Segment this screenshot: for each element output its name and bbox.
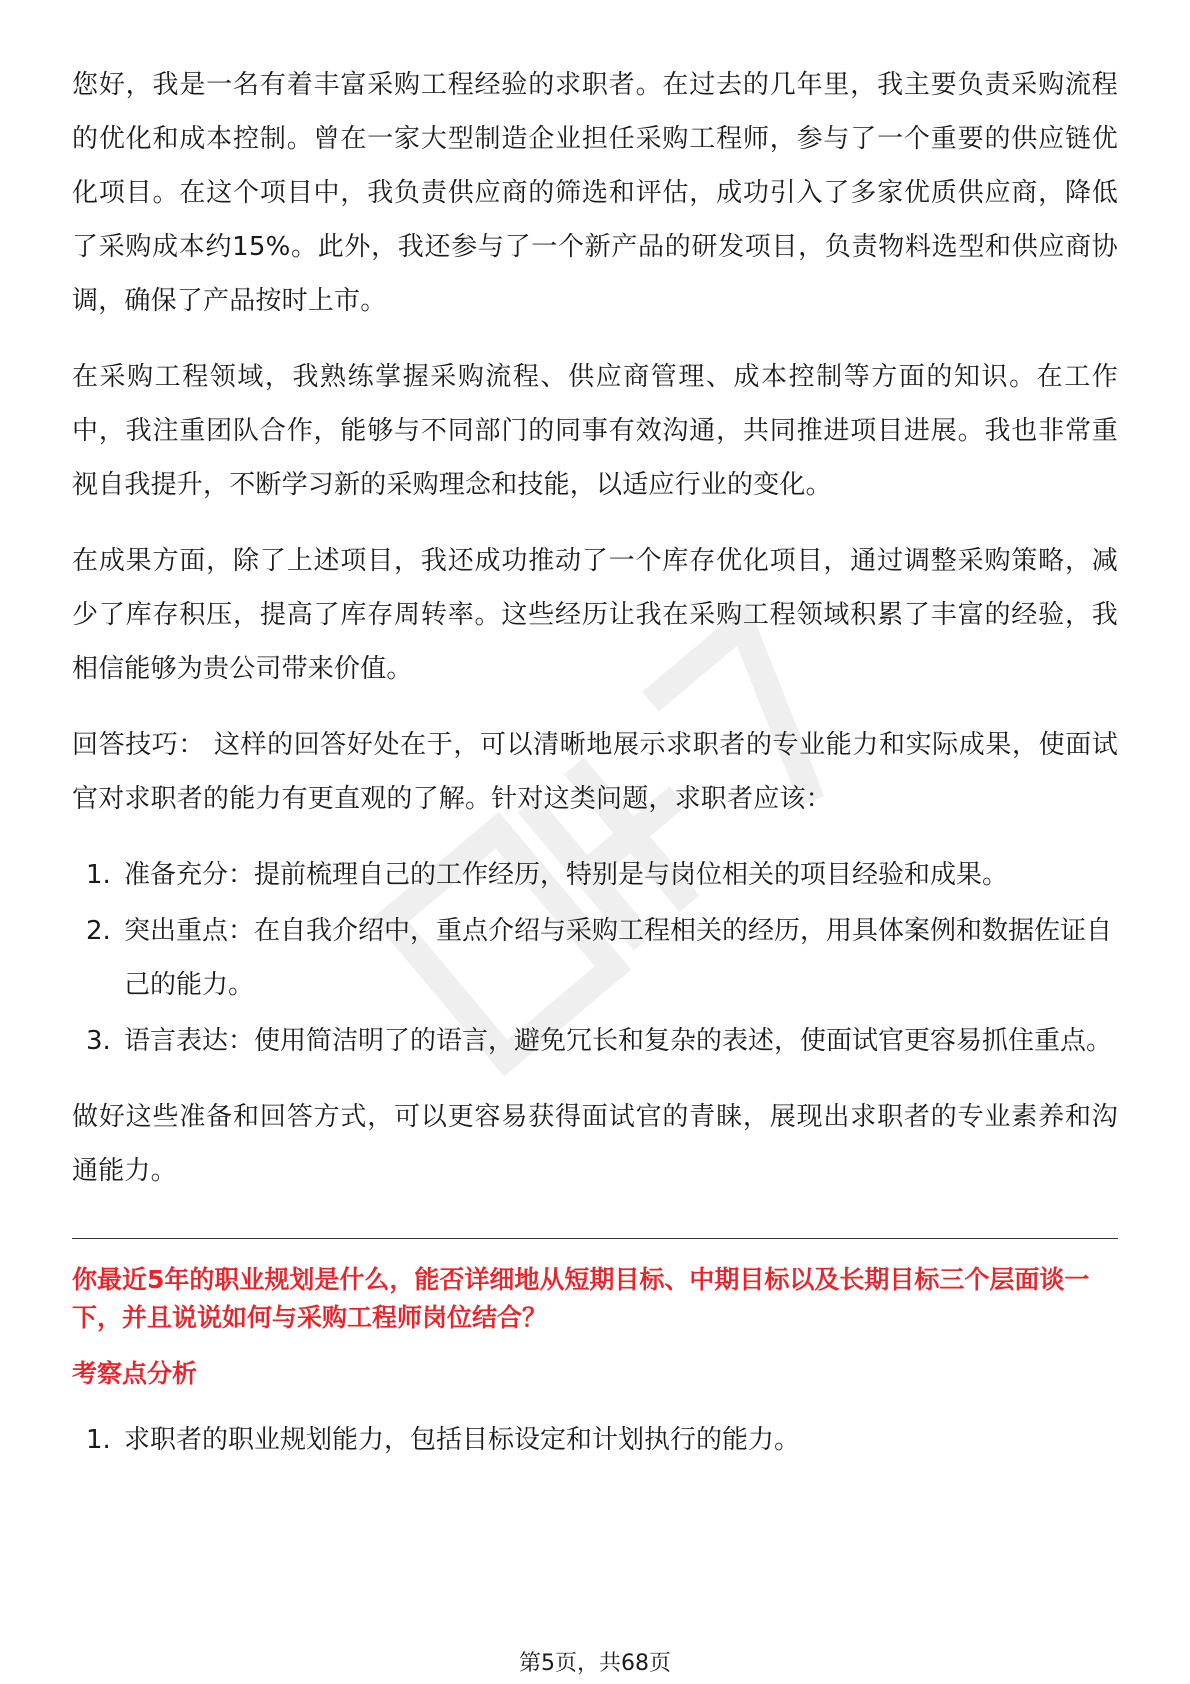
answer-paragraph-2: 在采购工程领域，我熟练掌握采购流程、供应商管理、成本控制等方面的知识。在工作中，我注重团队合作，能够与不同部门的同事有效沟通，共同推进项目进展。我也非常重视自我提升，不断学习新的采购理念和技能，以适应行业的变化。: [72, 362, 1118, 500]
list-item: [72, 1413, 1118, 1467]
document-page: [72, 58, 1118, 1489]
page-footer: 第5页，共68页: [519, 1651, 671, 1676]
analysis-list: [72, 1413, 1118, 1467]
section-divider: [72, 1238, 1118, 1239]
list-item-number: 2.: [86, 916, 111, 946]
tips-intro-paragraph: 回答技巧： 这样的回答好处在于，可以清晰地展示求职者的专业能力和实际成果，使面试官对求职者的能力有更直观的了解。针对这类问题，求职者应该：: [72, 730, 1118, 814]
list-item-number: 1.: [86, 1425, 111, 1455]
interview-question: 你最近5年的职业规划是什么，能否详细地从短期目标、中期目标以及长期目标三个层面谈一下，并且说说如何与采购工程师岗位结合？: [72, 1265, 1090, 1332]
list-item-text: 求职者的职业规划能力，包括目标设定和计划执行的能力。: [124, 1425, 801, 1455]
list-item-number: 3.: [86, 1026, 111, 1056]
list-item-text: 准备充分：提前梳理自己的工作经历，特别是与岗位相关的项目经验和成果。: [124, 860, 1009, 890]
answer-paragraph-3: 在成果方面，除了上述项目，我还成功推动了一个库存优化项目，通过调整采购策略，减少了库存积压，提高了库存周转率。这些经历让我在采购工程领域积累了丰富的经验，我相信能够为贵公司带来价值。: [72, 546, 1118, 684]
list-item-text: 语言表达：使用简洁明了的语言，避免冗长和复杂的表述，使面试官更容易抓住重点。: [124, 1026, 1113, 1056]
list-item-number: 1.: [86, 860, 111, 890]
answer-paragraph-1: 您好，我是一名有着丰富采购工程经验的求职者。在过去的几年里，我主要负责采购流程的优化和成本控制。曾在一家大型制造企业担任采购工程师，参与了一个重要的供应链优化项目。在这个项目中，我负责供应商的筛选和评估，成功引入了多家优质供应商，降低了采购成本约15%。此外，我还参与了一个新产品的研发项目，负责物料选型和供应商协调，确保了产品按时上市。: [72, 70, 1118, 316]
closing-paragraph: 做好这些准备和回答方式，可以更容易获得面试官的青睐，展现出求职者的专业素养和沟通能力。: [72, 1102, 1118, 1186]
tips-list: [72, 848, 1118, 1068]
list-item-text: 突出重点：在自我介绍中，重点介绍与采购工程相关的经历，用具体案例和数据佐证自己的能力。: [124, 916, 1113, 1000]
list-item: [72, 904, 1118, 1012]
analysis-heading: 考察点分析: [72, 1359, 198, 1388]
list-item: [72, 848, 1118, 902]
list-item: [72, 1014, 1118, 1068]
